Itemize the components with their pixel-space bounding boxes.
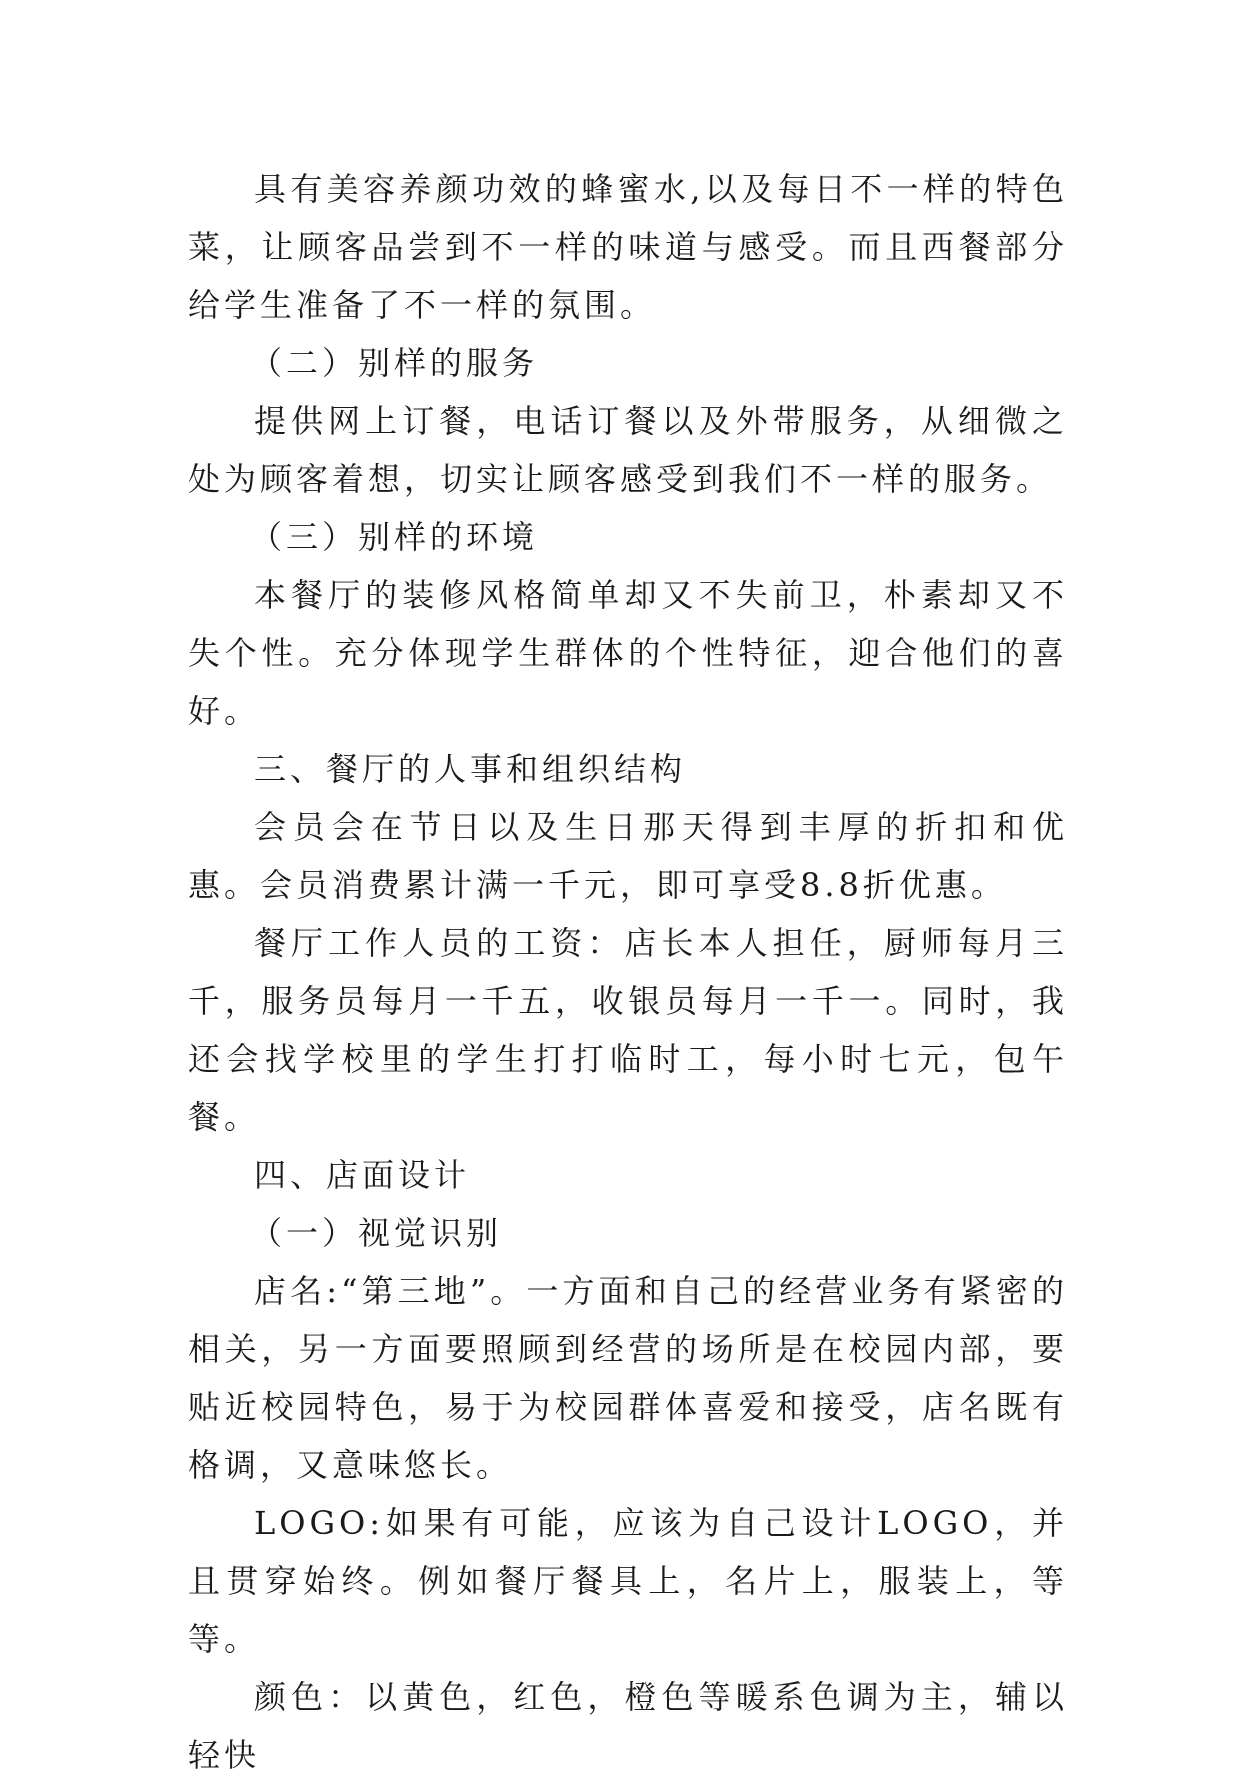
paragraph-honey-water: 具有美容养颜功效的蜂蜜水,以及每日不一样的特色菜，让顾客品尝到不一样的味道与感受。而且西餐部分给学生准备了不一样的氛围。 [188,170,1068,324]
subheading-visual-identity: （一）视觉识别 [250,1214,503,1252]
heading-storefront-design: 四、店面设计 [254,1156,471,1194]
paragraph-colors: 颜色：以黄色，红色，橙色等暖系色调为主，辅以轻快 [188,1678,1068,1774]
document-body [188,160,1068,1784]
paragraph-staff-wages: 餐厅工作人员的工资：店长本人担任，厨师每月三千，服务员每月一千五，收银员每月一千一。同时，我还会找学校里的学生打打临时工，每小时七元，包午餐。 [188,924,1068,1136]
paragraph-store-name: 店名:“第三地”。一方面和自己的经营业务有紧密的相关，另一方面要照顾到经营的场所是在校园内部，要贴近校园特色，易于为校园群体喜爱和接受，店名既有格调，又意味悠长。 [188,1272,1068,1484]
subheading-special-service: （二）别样的服务 [250,344,539,382]
heading-personnel-structure: 三、餐厅的人事和组织结构 [254,750,687,788]
paragraph-membership-discount: 会员会在节日以及生日那天得到丰厚的折扣和优惠。会员消费累计满一千元，即可享受8.8折优惠。 [188,808,1068,904]
paragraph-logo: LOGO:如果有可能，应该为自己设计LOGO，并且贯穿始终。例如餐厅餐具上，名片上，服装上，等等。 [188,1504,1068,1658]
subheading-special-environment: （三）别样的环境 [250,518,539,556]
paragraph-ordering-service: 提供网上订餐，电话订餐以及外带服务，从细微之处为顾客着想，切实让顾客感受到我们不一样的服务。 [188,402,1068,498]
paragraph-decoration-style: 本餐厅的装修风格简单却又不失前卫，朴素却又不失个性。充分体现学生群体的个性特征，迎合他们的喜好。 [188,576,1068,730]
